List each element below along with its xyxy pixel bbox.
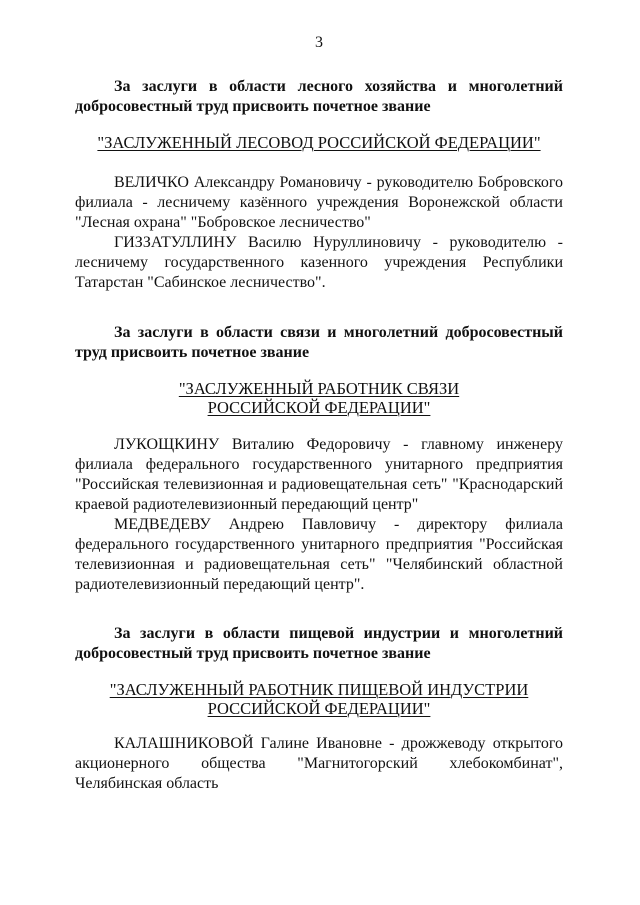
award-title [75, 680, 563, 718]
page-number: 3 [315, 34, 323, 51]
award-section-forestry [75, 77, 563, 293]
section-intro: За заслуги в области пищевой индустрии и многолетний добросовестный труд присвоить почетное звание [75, 625, 563, 662]
nominee-entry: ГИЗЗАТУЛЛИНУ Василю Нуруллиновичу - руководителю - лесничему государственного казенного учреждения Республики Татарстан "Сабинское лесничество". [75, 234, 563, 291]
nominee-entry: ЛУКОЩКИНУ Виталию Федоровичу - главному инженеру филиала федерального государственного унитарного предприятия "Российская телевизионная и радиовещательная сеть" "Краснодарский краевой радиотелевизионный передающий центр" [75, 436, 563, 513]
award-title-line: "ЗАСЛУЖЕННЫЙ РАБОТНИК ПИЩЕВОЙ ИНДУСТРИИ [109, 680, 529, 699]
award-title [75, 133, 563, 152]
award-title [75, 379, 563, 417]
award-title-line: "ЗАСЛУЖЕННЫЙ ЛЕСОВОД РОССИЙСКОЙ ФЕДЕРАЦИИ" [97, 133, 541, 152]
award-title-line: РОССИЙСКОЙ ФЕДЕРАЦИИ" [207, 699, 431, 718]
nominee-entry: МЕДВЕДЕВУ Андрею Павловичу - директору филиала федерального государственного унитарного предприятия "Российская телевизионная и радиовещательная сеть" "Челябинский областной радиотелевизионный передающий центр". [75, 516, 563, 593]
nominee-entry: ВЕЛИЧКО Александру Романовичу - руководителю Бобровского филиала - лесничему казённого учреждения Воронежской области "Лесная охрана" "Бобровское лесничество" [75, 174, 563, 231]
award-section-communications [75, 323, 563, 595]
document-page [75, 0, 563, 905]
section-intro: За заслуги в области лесного хозяйства и многолетний добросовестный труд присвоить почетное звание [75, 78, 563, 115]
award-title-line: "ЗАСЛУЖЕННЫЙ РАБОТНИК СВЯЗИ [178, 379, 460, 398]
nominee-entry: КАЛАШНИКОВОЙ Галине Ивановне - дрожжеводу открытого акционерного общества "Магнитогорский хлебокомбинат", Челябинская область [75, 735, 563, 792]
award-section-food-industry [75, 624, 563, 794]
award-title-line: РОССИЙСКОЙ ФЕДЕРАЦИИ" [207, 398, 431, 417]
section-intro: За заслуги в области связи и многолетний добросовестный труд присвоить почетное звание [75, 324, 563, 361]
